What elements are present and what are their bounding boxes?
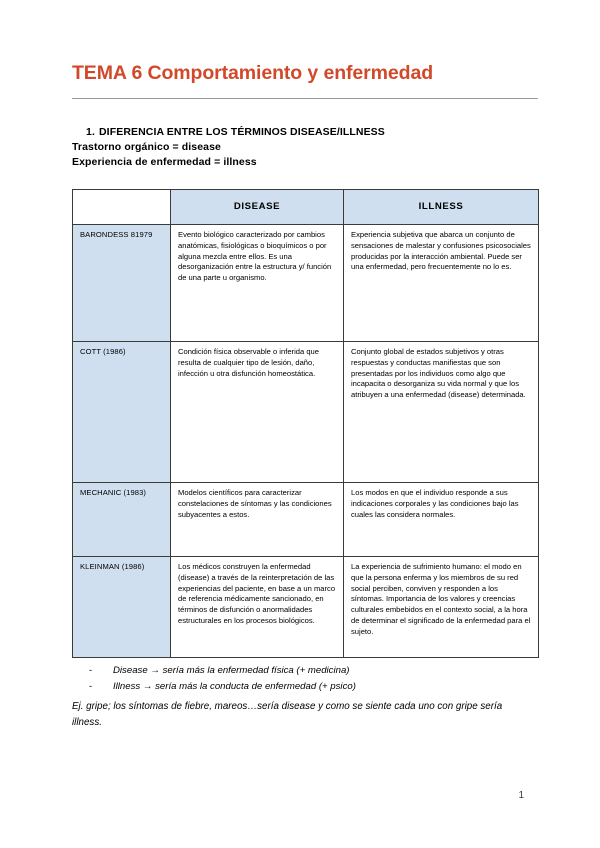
row-disease-barondess: Evento biológico caracterizado por cambios anatómicas, fisiológicas o bioquímicos o por alguna mezcla entre ellos. Es una desorganización entre la estructura y/ función de una parte u organismo. [171,225,344,342]
table-header-cell-blank [73,190,171,225]
table-header-row [73,190,539,225]
row-disease-mechanic: Modelos científicos para caracterizar constelaciones de síntomas y las condiciones subyacentes a estos. [171,483,344,557]
table-body [73,225,539,658]
subline-illness: Experiencia de enfermedad = illness [72,156,257,169]
bullet-dash: - [89,680,93,692]
table-row [73,225,539,342]
table-header-cell-disease: DISEASE [171,190,344,225]
section-heading [72,125,538,139]
row-author-barondess: BARONDESS 81979 [73,225,171,342]
list-item [89,663,538,679]
page-number: 1 [518,790,524,801]
disease-illness-table [72,189,539,658]
section-number: 1. [86,126,95,139]
section-heading-text: DIFERENCIA ENTRE LOS TÉRMINOS DISEASE/ILLNESS [99,126,385,139]
document-content [72,62,538,731]
bullet-text-disease: Disease → sería más la enfermedad física (+ medicina) [113,665,350,677]
row-disease-kleinman: Los médicos construyen la enfermedad (disease) a través de la reinterpretación de las experiencias del paciente, en base a un marco de referencia médicamente sancionado, en términos de disfunción o anormalidades estructurales en los procesos biológicos. [171,557,344,658]
row-author-kleinman: KLEINMAN (1986) [73,557,171,658]
table-header-cell-illness: ILLNESS [344,190,539,225]
example-paragraph: Ej. gripe; los síntomas de fiebre, mareos…sería disease y como se siente cada uno con gripe sería illness. [72,701,503,728]
row-author-mechanic: MECHANIC (1983) [73,483,171,557]
table-header [73,190,539,225]
row-disease-cott: Condición física observable o inferida que resulta de cualquier tipo de lesión, daño, infección u otra disfunción homeostática. [171,342,344,483]
bullet-dash: - [89,665,93,677]
subline-disease: Trastorno orgánico = disease [72,140,221,153]
title-divider [72,98,538,99]
row-illness-cott: Conjunto global de estados subjetivos y otras respuestas y conductas manifiestas que son presentadas por los individuos como algo que incapacita o desorganiza su vida normal y que los atribuyen a una enfermedad (disease) determinada. [344,342,539,483]
table-row [73,483,539,557]
page-title: TEMA 6 Comportamiento y enfermedad [72,62,434,84]
list-item [89,679,538,695]
table-row [73,557,539,658]
row-illness-kleinman: La experiencia de sufrimiento humano: el modo en que la persona enferma y los miembros de su red social perciben, conviven y responden a los síntomas. Importancia de los valores y creencias culturales embebidos en el contexto social, a la hora de determinar el significado de la enfermedad para el sujeto. [344,557,539,658]
row-illness-mechanic: Los modos en que el individuo responde a sus indicaciones corporales y las condiciones bajo las cuales las considera normales. [344,483,539,557]
row-author-cott: COTT (1986) [73,342,171,483]
notes-bullet-list [72,663,538,694]
bullet-text-illness: Illness → sería más la conducta de enfermedad (+ psico) [113,680,356,692]
row-illness-barondess: Experiencia subjetiva que abarca un conjunto de sensaciones de malestar y confusiones psicosociales producidas por la interacción ambiental. Puede ser una enfermedad, pero frecuentemente no lo es. [344,225,539,342]
table-row [73,342,539,483]
